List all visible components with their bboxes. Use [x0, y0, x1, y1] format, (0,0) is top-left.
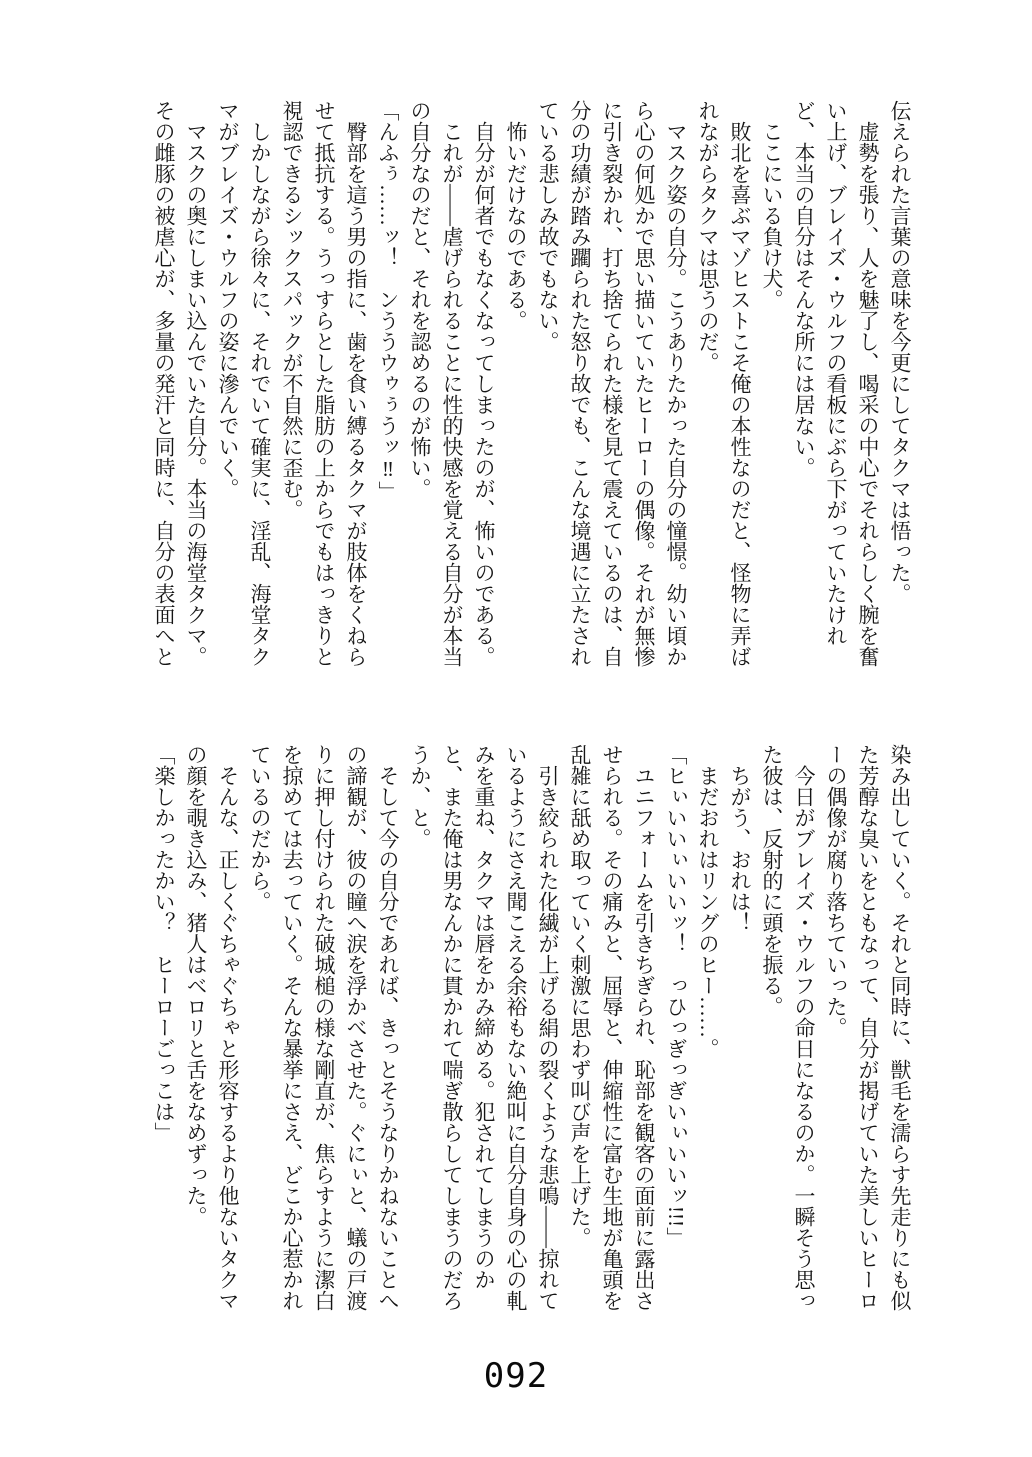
paragraph: 引き絞られた化繊が上げる絹の裂くような悲鳴――掠れているようにさえ聞こえる余裕もない絶叫に自分自身の心の軋みを重ね、タクマは唇をかみ締める。犯されてしまうのかと、また俺は男なんかに貫かれて喘ぎ散らしてしまうのだろうか、と。: [408, 744, 560, 1311]
paragraph: マスクの奥にしまい込んでいた自分。本当の海堂タクマ。その雌豚の被虐心が、多量の発汗と同時に、自分の表面へと: [152, 100, 208, 667]
paragraph: ちがう、おれは！: [728, 744, 752, 933]
text-block-top: [120, 100, 916, 670]
paragraph: 伝えられた言葉の意味を今更にしてタクマは悟った。: [888, 100, 912, 604]
paragraph: まだおれはリングのヒー……。: [696, 744, 720, 1059]
paragraph: ここにいる負け犬。: [760, 100, 784, 310]
paragraph: マスク姿の自分。こうありたかった自分の憧憬。幼い頃から心の何処かで思い描いていたヒーローの偶像。それが無惨に引き裂かれ、打ち捨てられた様を見て震えているのは、自分の功績が踏み躙られた怒り故でも、こんな境遇に立たされている悲しみ故でもない。: [536, 100, 688, 667]
paragraph: 自分が何者でもなくなってしまったのが、怖いのである。: [472, 100, 496, 667]
paragraph: しかしながら徐々に、それでいて確実に、淫乱、海堂タクマがブレイズ・ウルフの姿に滲んでいく。: [216, 100, 272, 667]
text-block-bottom: [120, 744, 916, 1314]
paragraph: 怖いだけなのである。: [504, 100, 528, 331]
dialogue-line: 「ヒぃいいぃいいッ！ っひっぎっぎいぃいいッ!!!」: [664, 744, 688, 1248]
paragraph: 敗北を喜ぶマゾヒストこそ俺の本性なのだと、怪物に弄ばれながらタクマは思うのだ。: [696, 100, 752, 667]
paragraph: ユニフォームを引きちぎられ、恥部を観客の面前に露出させられる。その痛みと、屈辱と、伸縮性に富む生地が亀頭を乱雑に舐め取っていく刺激に思わず叫び声を上げた。: [568, 744, 656, 1311]
paragraph: そんな、正しくぐちゃぐちゃと形容するより他ないタクマの顔を覗き込み、猪人はベロリと舌をなめずった。: [184, 744, 240, 1311]
paragraph: そして今の自分であれば、きっとそうなりかねないことへの諦観が、彼の瞳へ涙を浮かべさせた。ぐにぃと、蟻の戸渡りに押し付けられた破城槌の様な剛直が、焦らすように潔白を掠めては去っていく。そんな暴挙にさえ、どこか心惹かれているのだから。: [248, 744, 400, 1311]
paragraph: 染み出していく。それと同時に、獣毛を濡らす先走りにも似た芳醇な臭いをともなって、自分が掲げていた美しいヒーローの偶像が腐り落ちていった。: [824, 744, 912, 1311]
paragraph: 今日がブレイズ・ウルフの命日になるのか。一瞬そう思った彼は、反射的に頭を振る。: [760, 744, 816, 1311]
dialogue-line: 「楽しかったかい？ ヒーローごっこは」: [152, 744, 176, 1143]
paragraph: 虚勢を張り、人を魅了し、喝采の中心でそれらしく腕を奮い上げ、ブレイズ・ウルフの看板にぶら下がっていたけれど、本当の自分はそんな所には居ない。: [792, 100, 880, 667]
paragraph: これが――虐げられることに性的快感を覚える自分が本当の自分なのだと、それを認めるのが怖い。: [408, 100, 464, 667]
dialogue-line: 「んふぅ……ッ！ ンううウゥぅうッ‼」: [376, 100, 400, 502]
paragraph: 臀部を這う男の指に、歯を食い縛るタクマが肢体をくねらせて抵抗する。うっすらとした脂肪の上からでもはっきりと視認できるシックスパックが不自然に歪む。: [280, 100, 368, 667]
page-number: 092: [483, 1356, 549, 1396]
